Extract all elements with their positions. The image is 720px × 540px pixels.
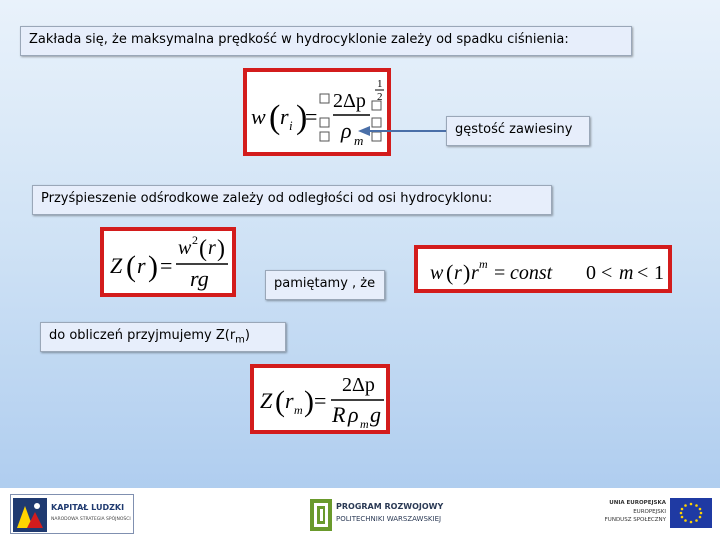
formula-lhs: w — [430, 262, 444, 284]
callout-remember-text: pamiętamy , że — [274, 276, 376, 291]
formula-num-exp: 2 — [192, 233, 198, 247]
callout-density-text: gęstość zawiesiny — [455, 122, 573, 137]
formula-arg: r — [137, 253, 146, 278]
assumption-end: ) — [244, 328, 250, 343]
paren-close: ) — [463, 260, 471, 285]
ineq-left: 0 — [586, 262, 596, 284]
formula-centrifugal-rm — [250, 364, 390, 434]
formula-num: 2Δp — [333, 90, 366, 112]
formula-exp: m — [479, 257, 488, 271]
kapital-ludzki-title: KAPITAŁ LUDZKI — [51, 503, 125, 512]
formula-lhs: w — [251, 104, 266, 129]
assumption-text: do obliczeń przyjmujemy Z(r — [49, 328, 236, 343]
formula-eq: = — [160, 253, 173, 278]
exponent-den: 2 — [377, 91, 383, 103]
formula-den-g: g — [370, 402, 381, 427]
formula-eq: = — [305, 104, 318, 129]
paren-open: ( — [199, 236, 207, 262]
paren-open: ( — [269, 99, 281, 136]
statement-text: Przyśpieszenie odśrodkowe zależy od odległości od osi hydrocyklonu: — [41, 191, 493, 206]
formula-den-sub: m — [354, 133, 364, 148]
program-rozwojowy-line2: POLITECHNIKI WARSZAWSKIEJ — [336, 515, 442, 523]
formula-num-arg: r — [208, 237, 216, 259]
footer-logos — [0, 488, 720, 540]
formula-arg-sub: i — [289, 118, 293, 133]
logo-unia-europejska — [590, 496, 716, 536]
paren-open: ( — [126, 250, 136, 283]
formula-arg-sub: m — [294, 403, 303, 417]
statement-box-acceleration — [32, 185, 552, 215]
statement-text: Zakłada się, że maksymalna prędkość w hydrocyklonie zależy od spadku ciśnienia: — [29, 32, 569, 47]
kapital-ludzki-subtitle: NARODOWA STRATEGIA SPÓJNOŚCI — [51, 517, 131, 522]
paren-close: ) — [304, 385, 314, 418]
formula-arg: r — [285, 388, 294, 413]
program-rozwojowy-emblem — [310, 499, 332, 531]
ineq-var: m — [619, 262, 634, 284]
formula-centrifugal — [100, 227, 236, 297]
callout-density — [446, 116, 590, 146]
paren-close: ) — [217, 236, 225, 262]
ineq-right: 1 — [654, 262, 664, 284]
formula-lhs: Z — [110, 253, 123, 278]
logo-kapital-ludzki — [10, 494, 134, 534]
paren-close: ) — [296, 99, 308, 136]
formula-arg: r — [280, 104, 289, 129]
eu-flag-icon — [670, 498, 712, 528]
formula-num-w: w — [178, 237, 192, 259]
ue-line3: FUNDUSZ SPOŁECZNY — [604, 517, 666, 523]
program-rozwojowy-line1: PROGRAM ROZWOJOWY — [336, 502, 444, 511]
formula-den-R: R — [332, 402, 346, 427]
statement-box-assumption — [40, 322, 286, 352]
formula-den-rho: ρ — [348, 402, 359, 427]
assumption-sub: m — [235, 334, 245, 346]
ue-line1: UNIA EUROPEJSKA — [609, 500, 666, 506]
formula-den: ρ — [341, 118, 352, 143]
formula-den-sub: m — [360, 417, 369, 430]
formula-rhs: const — [510, 262, 553, 284]
callout-remember — [265, 270, 385, 300]
exponent-num: 1 — [377, 78, 383, 90]
ue-line2: EUROPEJSKI — [633, 509, 666, 515]
ineq-lt: < — [601, 262, 613, 284]
paren-close: ) — [148, 250, 158, 283]
formula-den: rg — [190, 266, 209, 291]
formula-arg: r — [454, 262, 462, 284]
formula-eq: = — [314, 388, 327, 413]
formula-num: 2Δp — [342, 374, 375, 396]
ineq-lt: < — [637, 262, 649, 284]
formula-r: r — [471, 262, 479, 284]
logo-program-rozwojowy — [308, 496, 460, 534]
formula-eq: = — [494, 262, 506, 284]
formula-lhs: Z — [260, 388, 273, 413]
formula-velocity-law — [414, 245, 672, 293]
paren-open: ( — [275, 385, 285, 418]
paren-open: ( — [446, 260, 454, 285]
kapital-ludzki-emblem — [13, 498, 47, 532]
